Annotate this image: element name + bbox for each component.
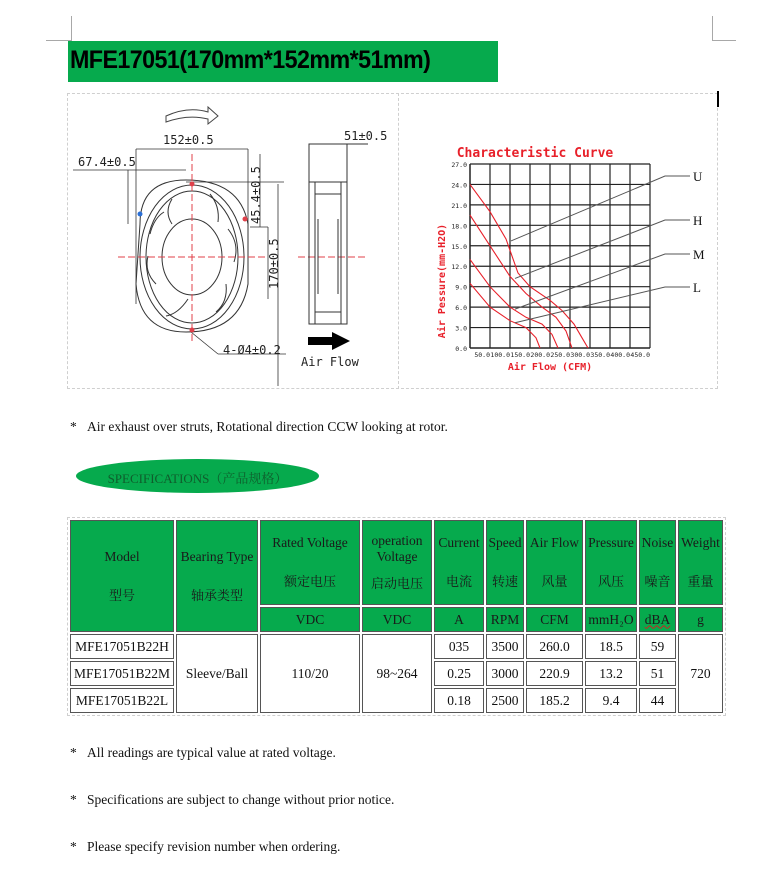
dim-width-label: 152±0.5 <box>163 133 214 147</box>
unit-pressure: mmH₂O <box>585 607 637 632</box>
cell-weight: 720 <box>678 634 723 713</box>
unit-noise <box>639 607 676 632</box>
header-en: Air Flow <box>529 535 580 550</box>
cell-speed: 3000 <box>486 661 524 686</box>
specifications-badge <box>76 459 319 493</box>
chart-x-tick-label: 200.0 <box>530 351 550 359</box>
cell-current: 035 <box>434 634 484 659</box>
bullet-star: * <box>70 792 77 807</box>
chart-x-tick-label: 300.0 <box>570 351 590 359</box>
header-noise <box>639 520 676 605</box>
specifications-table <box>67 517 726 716</box>
cell-operation-voltage: 98~264 <box>362 634 432 713</box>
page-corner-mark <box>71 16 72 41</box>
header-zh: 风量 <box>541 575 568 590</box>
bullet-star: * <box>70 745 77 760</box>
chart-y-axis-label: Air Pessure(mm-H2O) <box>437 223 448 339</box>
dim-height-label: 170±0.5 <box>267 238 281 289</box>
cell-rated-voltage: 110/20 <box>260 634 360 713</box>
cell-noise: 59 <box>639 634 676 659</box>
chart-x-tick-label: 150.0 <box>510 351 530 359</box>
cell-noise: 44 <box>639 688 676 713</box>
unit-operation-voltage: VDC <box>362 607 432 632</box>
chart-series-M <box>470 259 558 348</box>
chart-y-tick-label: 6.0 <box>455 304 467 313</box>
header-zh: 重量 <box>687 575 714 590</box>
unit-current: A <box>434 607 484 632</box>
chart-y-tick-label: 21.0 <box>451 201 467 210</box>
header-en: Noise <box>641 535 674 550</box>
note-change <box>70 792 394 808</box>
header-en: Bearing Type <box>180 548 254 564</box>
page-corner-mark <box>712 16 713 41</box>
unit-noise-text: dBA <box>644 611 671 627</box>
header-airflow <box>526 520 583 605</box>
airflow-label: Air Flow <box>301 355 359 369</box>
header-en: operation Voltage <box>371 533 423 564</box>
header-speed <box>486 520 524 605</box>
chart-y-tick-label: 0.0 <box>455 345 467 353</box>
header-zh: 额定电压 <box>283 575 336 590</box>
cell-model: MFE17051B22L <box>70 688 174 713</box>
cell-model: MFE17051B22M <box>70 661 174 686</box>
header-pressure <box>585 520 637 605</box>
header-en: Current <box>438 535 480 550</box>
cell-current: 0.25 <box>434 661 484 686</box>
cell-pressure: 18.5 <box>585 634 637 659</box>
rotation-arrow-icon <box>166 107 218 124</box>
header-zh: 轴承类型 <box>190 588 243 604</box>
header-rated-voltage <box>260 520 360 605</box>
dim-holes-label: 4-Ø4±0.2 <box>223 343 281 357</box>
chart-legend-label: L <box>693 280 701 295</box>
bullet-star: * <box>70 419 77 434</box>
chart-legend-label: U <box>693 169 703 184</box>
chart-x-tick-label: 100.0 <box>490 351 510 359</box>
header-zh: 转速 <box>491 575 518 590</box>
header-en: Speed <box>488 535 522 550</box>
chart-legend-leader <box>515 287 690 323</box>
note-text: Please specify revision number when ordering. <box>87 839 341 854</box>
note-exhaust <box>70 419 448 435</box>
chart-x-tick-label: 250.0 <box>550 351 570 359</box>
header-en: Rated Voltage <box>272 535 348 550</box>
cell-airflow: 260.0 <box>526 634 583 659</box>
mounting-hole-marker <box>243 217 248 222</box>
page-corner-mark <box>712 40 736 41</box>
header-zh: 型号 <box>108 588 135 604</box>
mounting-hole-marker <box>138 212 143 217</box>
header-en: Model <box>104 548 140 564</box>
cell-model: MFE17051B22H <box>70 634 174 659</box>
cell-speed: 2500 <box>486 688 524 713</box>
dim-hole-spacing-label: 45.4±0.5 <box>249 166 263 224</box>
note-typical <box>70 745 336 761</box>
cell-current: 0.18 <box>434 688 484 713</box>
header-zh: 噪音 <box>644 575 671 590</box>
table-row <box>70 634 723 659</box>
chart-y-tick-label: 12.0 <box>451 263 467 272</box>
header-en: Weight <box>681 535 720 550</box>
note-text: All readings are typical value at rated voltage. <box>87 745 336 760</box>
chart-y-tick-label: 27.0 <box>451 161 467 169</box>
mounting-hole-marker <box>190 328 195 333</box>
chart-x-tick-label: 400.0 <box>610 351 630 359</box>
note-revision <box>70 839 340 855</box>
header-current <box>434 520 484 605</box>
chart-y-tick-label: 15.0 <box>451 242 467 251</box>
chart-title: Characteristic Curve <box>456 146 614 161</box>
chart-y-tick-label: 9.0 <box>455 283 467 292</box>
mounting-hole-marker <box>190 182 195 187</box>
note-text: Air exhaust over struts, Rotational direction CCW looking at rotor. <box>87 419 448 434</box>
chart-y-tick-label: 18.0 <box>451 222 467 231</box>
chart-legend-leader <box>515 254 690 309</box>
cell-airflow: 220.9 <box>526 661 583 686</box>
chart-y-tick-label: 3.0 <box>455 324 467 333</box>
note-text: Specifications are subject to change without prior notice. <box>87 792 395 807</box>
chart-x-tick-label: 350.0 <box>590 351 610 359</box>
title-banner <box>68 41 498 82</box>
header-zh: 电流 <box>445 575 472 590</box>
cell-pressure: 9.4 <box>585 688 637 713</box>
unit-rated-voltage: VDC <box>260 607 360 632</box>
cell-noise: 51 <box>639 661 676 686</box>
airflow-arrow-icon <box>308 332 350 350</box>
characteristic-curve-chart <box>400 94 715 386</box>
dim-offset-label: 67.4±0.5 <box>78 155 136 169</box>
specifications-badge-label: SPECIFICATIONS（产品规格） <box>107 471 288 486</box>
document-title: MFE17051(170mm*152mm*51mm) <box>70 46 431 74</box>
header-bearing <box>176 520 258 632</box>
dim-depth-label: 51±0.5 <box>344 129 388 143</box>
chart-legend-label: H <box>693 213 703 228</box>
chart-x-axis-label: Air Flow (CFM) <box>507 362 593 373</box>
fan-side-view <box>309 144 368 324</box>
chart-legend-leader <box>511 176 690 241</box>
cell-pressure: 13.2 <box>585 661 637 686</box>
header-weight <box>678 520 723 605</box>
chart-legend-leader <box>515 220 690 278</box>
header-model <box>70 520 174 632</box>
cell-speed: 3500 <box>486 634 524 659</box>
chart-x-tick-label: 50.0 <box>474 351 490 359</box>
chart-y-tick-label: 24.0 <box>451 181 467 190</box>
unit-weight: g <box>678 607 723 632</box>
header-zh: 启动电压 <box>370 577 423 592</box>
chart-x-tick-label: 450.0 <box>630 351 650 359</box>
unit-speed: RPM <box>486 607 524 632</box>
cell-bearing: Sleeve/Ball <box>176 634 258 713</box>
fan-dimension-drawing <box>68 94 398 386</box>
text-cursor <box>717 91 719 107</box>
chart-legend-label: M <box>693 247 705 262</box>
unit-airflow: CFM <box>526 607 583 632</box>
header-en: Pressure <box>588 535 634 550</box>
header-zh: 风压 <box>597 575 624 590</box>
cell-airflow: 185.2 <box>526 688 583 713</box>
header-operation-voltage <box>362 520 432 605</box>
bullet-star: * <box>70 839 77 854</box>
